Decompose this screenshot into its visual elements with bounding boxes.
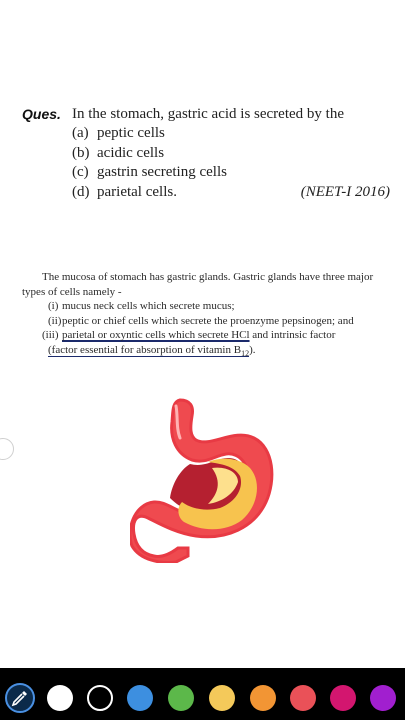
color-swatch-magenta[interactable] [330,685,356,711]
underlined-answer: parietal or oxyntic cells which secrete HCl [62,329,250,342]
item-text: and intrinsic factor [249,329,336,342]
option-a [72,124,390,144]
option-c [72,163,390,183]
side-drag-handle[interactable] [0,438,14,460]
stomach-illustration [130,398,275,563]
question-label: Ques. [22,106,61,122]
item-text: peptic or chief cells which secrete the proenzyme pepsinogen; and [62,314,354,327]
color-swatch-yellow[interactable] [209,685,235,711]
color-swatch-purple[interactable] [370,685,396,711]
item-number: (iii) [42,329,59,342]
color-swatch-orange[interactable] [250,685,276,711]
eyedropper-button[interactable] [5,683,35,713]
gland-cell-list [22,299,384,343]
option-letter: (a) [72,125,89,141]
list-item [22,328,384,343]
list-item [22,299,384,314]
options-list [72,124,390,202]
color-swatch-green[interactable] [168,685,194,711]
option-text: peptic cells [97,125,165,141]
option-letter: (d) [72,183,90,200]
option-d [72,183,390,203]
list-item [22,314,384,329]
color-swatch-blue[interactable] [127,685,153,711]
eyedropper-icon [11,689,29,707]
item-text: mucus neck cells which secrete mucus; [62,300,235,313]
textbook-excerpt [22,270,384,362]
color-swatch-red[interactable] [290,685,316,711]
option-text: parietal cells. [97,183,177,200]
excerpt-intro: The mucosa of stomach has gastric glands. Gastric glands have three major types of cells namely - [22,271,374,298]
option-text: acidic cells [97,144,165,161]
note-subscript: 12 [241,349,250,359]
option-text: gastrin secreting cells [97,164,227,180]
item-number: (i) [48,300,59,313]
option-b [72,144,390,164]
exam-reference: (NEET-I 2016) [300,183,390,200]
excerpt-note [22,343,384,362]
note-text: (factor essential for absorption of vitamin B [48,343,242,356]
item-number: (ii) [48,314,62,327]
color-toolbar [0,678,405,720]
option-letter: (c) [72,164,89,180]
option-letter: (b) [72,144,90,161]
note-suffix: ). [249,343,256,356]
underlined-note [48,344,249,357]
question-text: In the stomach, gastric acid is secreted by the [72,106,344,122]
color-swatch-black[interactable] [87,685,113,711]
color-swatch-white[interactable] [47,685,73,711]
